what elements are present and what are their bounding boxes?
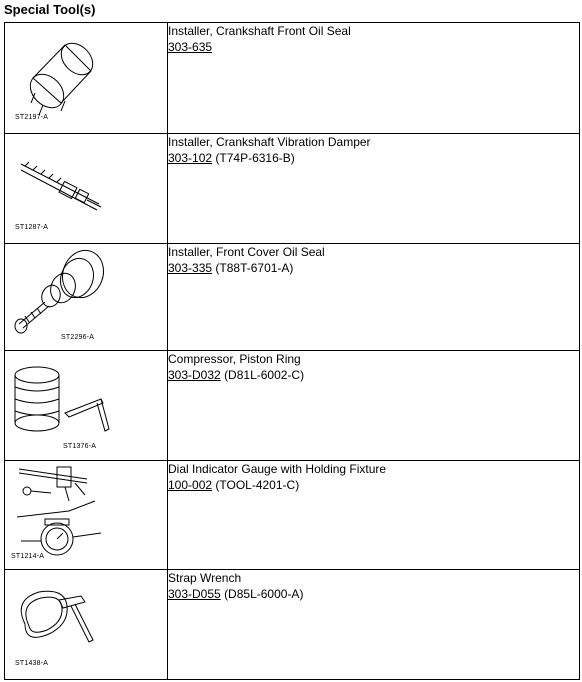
tool-number-link[interactable]: 303-635 bbox=[168, 40, 213, 54]
tool-description-cell bbox=[168, 244, 580, 351]
tool-name: Installer, Crankshaft Front Oil Seal bbox=[168, 24, 351, 38]
table-row bbox=[5, 570, 580, 680]
special-tools-table bbox=[4, 22, 580, 680]
tool-code: ST2197-A bbox=[15, 114, 49, 121]
tool-name: Strap Wrench bbox=[168, 571, 242, 585]
tool-image-cell bbox=[5, 570, 168, 680]
tool-alt-number: (D85L-6000-A) bbox=[224, 587, 304, 601]
tool-description-cell bbox=[168, 351, 580, 461]
tool-name: Installer, Front Cover Oil Seal bbox=[168, 245, 325, 259]
tool-image-cell bbox=[5, 351, 168, 461]
tool-name: Compressor, Piston Ring bbox=[168, 352, 301, 366]
tool-alt-number: (T88T-6701-A) bbox=[215, 261, 294, 275]
tool-code: ST1438-A bbox=[15, 660, 49, 667]
tool-image-cell bbox=[5, 244, 168, 351]
tool-image-cell bbox=[5, 461, 168, 570]
tool-number-link[interactable]: 100-002 bbox=[168, 478, 213, 492]
table-row bbox=[5, 351, 580, 461]
tool-name: Dial Indicator Gauge with Holding Fixture bbox=[168, 462, 387, 476]
tool-alt-number: (D81L-6002-C) bbox=[224, 368, 305, 382]
tool-number-link[interactable]: 303-335 bbox=[168, 261, 213, 275]
tool-image-cell bbox=[5, 23, 168, 134]
tool-name: Installer, Crankshaft Vibration Damper bbox=[168, 135, 371, 149]
page-title: Special Tool(s) bbox=[4, 2, 96, 17]
tool-code: ST1287-A bbox=[15, 224, 49, 231]
tool-alt-number: (TOOL-4201-C) bbox=[215, 478, 300, 492]
tool-code: ST1376-A bbox=[63, 443, 97, 450]
table-row bbox=[5, 461, 580, 570]
tool-description-cell bbox=[168, 23, 580, 134]
tool-description-cell bbox=[168, 461, 580, 570]
tool-image-cell bbox=[5, 134, 168, 244]
tool-code: ST1214-A bbox=[11, 553, 45, 560]
tool-number-link[interactable]: 303-102 bbox=[168, 151, 213, 165]
tool-number-link[interactable]: 303-D032 bbox=[168, 368, 221, 382]
tool-description-cell bbox=[168, 570, 580, 680]
tool-code: ST2296-A bbox=[61, 334, 95, 341]
tool-number-link[interactable]: 303-D055 bbox=[168, 587, 221, 601]
table-row bbox=[5, 134, 580, 244]
table-row bbox=[5, 23, 580, 134]
tool-alt-number: (T74P-6316-B) bbox=[215, 151, 295, 165]
tool-description-cell bbox=[168, 134, 580, 244]
table-row bbox=[5, 244, 580, 351]
